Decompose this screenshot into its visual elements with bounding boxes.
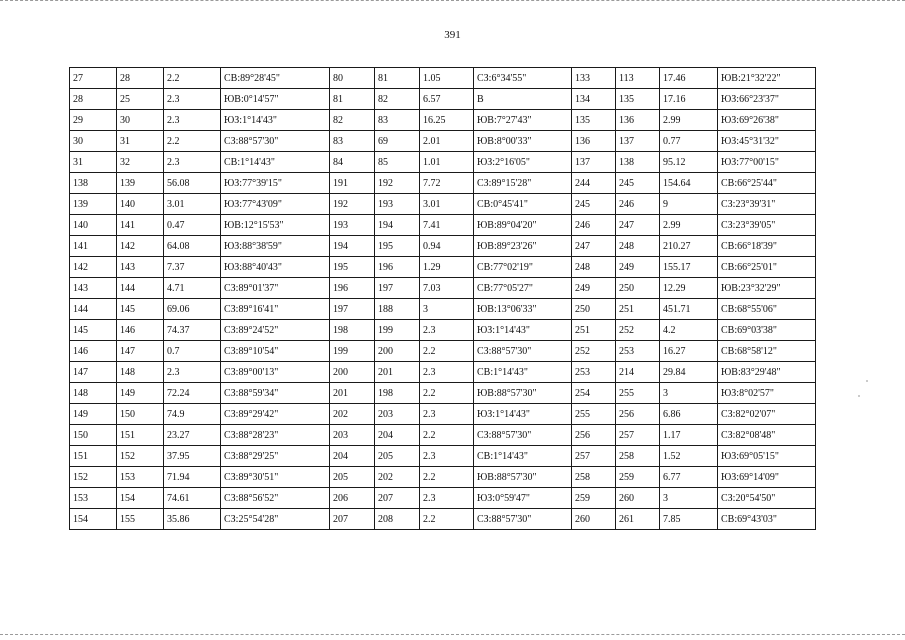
cell-to-point: 252 [616, 320, 660, 341]
cell-bearing: СВ:69°43'03" [718, 509, 816, 530]
cell-length: 3.01 [420, 194, 474, 215]
cell-bearing: СЗ:89°24'52" [221, 320, 330, 341]
cell-length: 2.3 [420, 404, 474, 425]
cell-to-point: 139 [117, 173, 164, 194]
cell-to-point: 195 [375, 236, 420, 257]
cell-bearing: СЗ:25°54'28" [221, 509, 330, 530]
cell-from-point: 28 [70, 89, 117, 110]
cell-from-point: 142 [70, 257, 117, 278]
cell-from-point: 193 [330, 215, 375, 236]
cell-length: 0.77 [660, 131, 718, 152]
cell-bearing: СЗ:20°54'50" [718, 488, 816, 509]
cell-from-point: 141 [70, 236, 117, 257]
cell-to-point: 255 [616, 383, 660, 404]
cell-length: 6.86 [660, 404, 718, 425]
cell-from-point: 147 [70, 362, 117, 383]
cell-length: 2.3 [164, 110, 221, 131]
cell-length: 7.85 [660, 509, 718, 530]
cell-from-point: 27 [70, 68, 117, 89]
cell-to-point: 200 [375, 341, 420, 362]
cell-length: 1.05 [420, 68, 474, 89]
cell-bearing: СЗ:89°10'54" [221, 341, 330, 362]
cell-length: 0.94 [420, 236, 474, 257]
cell-to-point: 25 [117, 89, 164, 110]
cell-length: 2.3 [420, 362, 474, 383]
cell-from-point: 136 [572, 131, 616, 152]
page-number: 391 [444, 29, 461, 41]
cell-to-point: 193 [375, 194, 420, 215]
cell-to-point: 198 [375, 383, 420, 404]
cell-from-point: 256 [572, 425, 616, 446]
cell-from-point: 134 [572, 89, 616, 110]
cell-length: 16.27 [660, 341, 718, 362]
cell-from-point: 146 [70, 341, 117, 362]
cell-bearing: ЮВ:12°15'53" [221, 215, 330, 236]
cell-from-point: 192 [330, 194, 375, 215]
cell-length: 2.3 [420, 446, 474, 467]
cell-length: 1.29 [420, 257, 474, 278]
cell-length: 1.01 [420, 152, 474, 173]
cell-to-point: 28 [117, 68, 164, 89]
cell-to-point: 32 [117, 152, 164, 173]
cell-length: 74.9 [164, 404, 221, 425]
cell-bearing: ЮВ:89°04'20" [474, 215, 572, 236]
cell-from-point: 81 [330, 89, 375, 110]
cell-bearing: В [474, 89, 572, 110]
cell-length: 74.37 [164, 320, 221, 341]
cell-to-point: 247 [616, 215, 660, 236]
cell-from-point: 149 [70, 404, 117, 425]
cell-bearing: СЗ:89°15'28" [474, 173, 572, 194]
cell-length: 0.47 [164, 215, 221, 236]
cell-bearing: СЗ:23°39'31" [718, 194, 816, 215]
page-top-edge [0, 0, 905, 4]
cell-from-point: 151 [70, 446, 117, 467]
cell-length: 6.57 [420, 89, 474, 110]
cell-to-point: 202 [375, 467, 420, 488]
cell-to-point: 253 [616, 341, 660, 362]
cell-length: 0.7 [164, 341, 221, 362]
cell-to-point: 152 [117, 446, 164, 467]
cell-to-point: 250 [616, 278, 660, 299]
cell-length: 2.3 [420, 488, 474, 509]
cell-bearing: ЮВ:13°06'33" [474, 299, 572, 320]
cell-length: 2.99 [660, 110, 718, 131]
cell-to-point: 142 [117, 236, 164, 257]
cell-from-point: 251 [572, 320, 616, 341]
cell-length: 2.2 [420, 383, 474, 404]
cell-to-point: 113 [616, 68, 660, 89]
cell-to-point: 204 [375, 425, 420, 446]
cell-bearing: ЮЗ:69°26'38" [718, 110, 816, 131]
cell-bearing: ЮВ:0°14'57" [221, 89, 330, 110]
cell-from-point: 152 [70, 467, 117, 488]
cell-to-point: 194 [375, 215, 420, 236]
cell-bearing: СВ:0°45'41" [474, 194, 572, 215]
table-row [70, 341, 816, 362]
cell-bearing: ЮЗ:1°14'43" [474, 320, 572, 341]
cell-length: 7.37 [164, 257, 221, 278]
cell-bearing: ЮЗ:1°14'43" [221, 110, 330, 131]
cell-to-point: 143 [117, 257, 164, 278]
cell-to-point: 260 [616, 488, 660, 509]
cell-to-point: 248 [616, 236, 660, 257]
cell-length: 2.01 [420, 131, 474, 152]
table-row [70, 383, 816, 404]
cell-to-point: 214 [616, 362, 660, 383]
cell-length: 2.3 [164, 152, 221, 173]
table-row [70, 320, 816, 341]
cell-from-point: 143 [70, 278, 117, 299]
cell-to-point: 188 [375, 299, 420, 320]
cell-from-point: 198 [330, 320, 375, 341]
cell-from-point: 259 [572, 488, 616, 509]
cell-bearing: СЗ:89°01'37" [221, 278, 330, 299]
cell-from-point: 245 [572, 194, 616, 215]
cell-length: 3 [420, 299, 474, 320]
cell-from-point: 253 [572, 362, 616, 383]
cell-bearing: СЗ:23°39'05" [718, 215, 816, 236]
cell-bearing: ЮВ:23°32'29" [718, 278, 816, 299]
cell-length: 2.2 [420, 425, 474, 446]
cell-bearing: СЗ:88°57'30" [474, 509, 572, 530]
cell-from-point: 195 [330, 257, 375, 278]
cell-length: 2.2 [420, 341, 474, 362]
cell-length: 29.84 [660, 362, 718, 383]
cell-bearing: ЮЗ:77°00'15" [718, 152, 816, 173]
cell-bearing: СВ:89°28'45" [221, 68, 330, 89]
cell-bearing: ЮЗ:88°38'59" [221, 236, 330, 257]
cell-from-point: 207 [330, 509, 375, 530]
cell-length: 56.08 [164, 173, 221, 194]
cell-bearing: СЗ:89°00'13" [221, 362, 330, 383]
cell-bearing: ЮВ:83°29'48" [718, 362, 816, 383]
cell-bearing: СЗ:82°02'07" [718, 404, 816, 425]
cell-from-point: 137 [572, 152, 616, 173]
cell-from-point: 197 [330, 299, 375, 320]
cell-length: 2.2 [420, 467, 474, 488]
cell-to-point: 85 [375, 152, 420, 173]
cell-bearing: ЮЗ:45°31'32" [718, 131, 816, 152]
cell-length: 35.86 [164, 509, 221, 530]
cell-bearing: СЗ:82°08'48" [718, 425, 816, 446]
cell-from-point: 84 [330, 152, 375, 173]
cell-to-point: 249 [616, 257, 660, 278]
cell-length: 2.3 [420, 320, 474, 341]
cell-length: 7.03 [420, 278, 474, 299]
cell-length: 16.25 [420, 110, 474, 131]
cell-bearing: СВ:69°03'38" [718, 320, 816, 341]
cell-from-point: 202 [330, 404, 375, 425]
table-row [70, 299, 816, 320]
cell-bearing: ЮЗ:8°02'57" [718, 383, 816, 404]
table-row [70, 467, 816, 488]
cell-to-point: 31 [117, 131, 164, 152]
cell-from-point: 200 [330, 362, 375, 383]
cell-length: 7.72 [420, 173, 474, 194]
cell-to-point: 135 [616, 89, 660, 110]
cell-to-point: 199 [375, 320, 420, 341]
table-row [70, 488, 816, 509]
cell-bearing: СВ:1°14'43" [221, 152, 330, 173]
cell-length: 155.17 [660, 257, 718, 278]
cell-to-point: 201 [375, 362, 420, 383]
cell-from-point: 249 [572, 278, 616, 299]
cell-to-point: 151 [117, 425, 164, 446]
survey-table [69, 67, 816, 530]
cell-to-point: 207 [375, 488, 420, 509]
cell-to-point: 69 [375, 131, 420, 152]
cell-bearing: ЮЗ:77°43'09" [221, 194, 330, 215]
cell-bearing: СЗ:88°59'34" [221, 383, 330, 404]
cell-bearing: ЮЗ:77°39'15" [221, 173, 330, 194]
cell-bearing: СЗ:88°28'23" [221, 425, 330, 446]
cell-from-point: 29 [70, 110, 117, 131]
cell-bearing: СЗ:88°56'52" [221, 488, 330, 509]
cell-to-point: 144 [117, 278, 164, 299]
cell-length: 4.2 [660, 320, 718, 341]
table-row [70, 215, 816, 236]
cell-length: 2.3 [164, 362, 221, 383]
cell-bearing: ЮВ:21°32'22" [718, 68, 816, 89]
cell-from-point: 194 [330, 236, 375, 257]
cell-bearing: ЮВ:7°27'43" [474, 110, 572, 131]
cell-length: 4.71 [164, 278, 221, 299]
cell-length: 154.64 [660, 173, 718, 194]
cell-length: 69.06 [164, 299, 221, 320]
cell-from-point: 248 [572, 257, 616, 278]
table-row [70, 131, 816, 152]
table-row [70, 110, 816, 131]
cell-bearing: СЗ:89°30'51" [221, 467, 330, 488]
cell-bearing: СВ:66°25'44" [718, 173, 816, 194]
cell-from-point: 246 [572, 215, 616, 236]
cell-to-point: 197 [375, 278, 420, 299]
cell-to-point: 140 [117, 194, 164, 215]
cell-length: 451.71 [660, 299, 718, 320]
cell-length: 12.29 [660, 278, 718, 299]
cell-bearing: СВ:66°18'39" [718, 236, 816, 257]
cell-to-point: 155 [117, 509, 164, 530]
cell-to-point: 196 [375, 257, 420, 278]
cell-length: 1.17 [660, 425, 718, 446]
cell-to-point: 208 [375, 509, 420, 530]
cell-length: 71.94 [164, 467, 221, 488]
cell-from-point: 203 [330, 425, 375, 446]
cell-bearing: ЮЗ:69°05'15" [718, 446, 816, 467]
cell-bearing: СЗ:88°57'30" [474, 341, 572, 362]
cell-bearing: СВ:1°14'43" [474, 446, 572, 467]
table-row [70, 509, 816, 530]
cell-bearing: ЮЗ:66°23'37" [718, 89, 816, 110]
cell-length: 3 [660, 488, 718, 509]
cell-to-point: 261 [616, 509, 660, 530]
cell-to-point: 205 [375, 446, 420, 467]
cell-length: 9 [660, 194, 718, 215]
cell-bearing: СЗ:6°34'55" [474, 68, 572, 89]
cell-from-point: 138 [70, 173, 117, 194]
cell-from-point: 196 [330, 278, 375, 299]
cell-from-point: 83 [330, 131, 375, 152]
cell-from-point: 254 [572, 383, 616, 404]
page-bottom-edge [0, 634, 905, 638]
cell-from-point: 204 [330, 446, 375, 467]
cell-from-point: 153 [70, 488, 117, 509]
table-row [70, 173, 816, 194]
cell-bearing: ЮЗ:88°40'43" [221, 257, 330, 278]
cell-length: 2.2 [164, 68, 221, 89]
cell-to-point: 256 [616, 404, 660, 425]
cell-bearing: СЗ:88°57'30" [221, 131, 330, 152]
table-row [70, 278, 816, 299]
cell-to-point: 150 [117, 404, 164, 425]
cell-to-point: 30 [117, 110, 164, 131]
cell-from-point: 30 [70, 131, 117, 152]
cell-to-point: 136 [616, 110, 660, 131]
cell-from-point: 144 [70, 299, 117, 320]
cell-from-point: 199 [330, 341, 375, 362]
cell-from-point: 82 [330, 110, 375, 131]
cell-to-point: 147 [117, 341, 164, 362]
survey-table-body [70, 68, 816, 530]
table-row [70, 257, 816, 278]
cell-bearing: ЮВ:88°57'30" [474, 383, 572, 404]
cell-from-point: 148 [70, 383, 117, 404]
cell-from-point: 201 [330, 383, 375, 404]
cell-from-point: 191 [330, 173, 375, 194]
cell-from-point: 133 [572, 68, 616, 89]
cell-length: 6.77 [660, 467, 718, 488]
cell-to-point: 82 [375, 89, 420, 110]
cell-to-point: 203 [375, 404, 420, 425]
cell-from-point: 206 [330, 488, 375, 509]
cell-from-point: 250 [572, 299, 616, 320]
scan-speck [866, 380, 868, 382]
cell-bearing: ЮЗ:69°14'09" [718, 467, 816, 488]
cell-from-point: 154 [70, 509, 117, 530]
cell-length: 7.41 [420, 215, 474, 236]
cell-to-point: 148 [117, 362, 164, 383]
cell-bearing: СВ:68°55'06" [718, 299, 816, 320]
cell-to-point: 83 [375, 110, 420, 131]
cell-bearing: ЮВ:8°00'33" [474, 131, 572, 152]
table-row [70, 89, 816, 110]
cell-bearing: СВ:77°02'19" [474, 257, 572, 278]
cell-from-point: 150 [70, 425, 117, 446]
table-row [70, 152, 816, 173]
cell-bearing: ЮЗ:2°16'05" [474, 152, 572, 173]
cell-from-point: 205 [330, 467, 375, 488]
cell-from-point: 257 [572, 446, 616, 467]
cell-from-point: 244 [572, 173, 616, 194]
cell-bearing: СЗ:88°57'30" [474, 425, 572, 446]
table-row [70, 404, 816, 425]
cell-bearing: ЮЗ:1°14'43" [474, 404, 572, 425]
cell-bearing: СВ:66°25'01" [718, 257, 816, 278]
cell-length: 3.01 [164, 194, 221, 215]
cell-bearing: СВ:1°14'43" [474, 362, 572, 383]
cell-to-point: 149 [117, 383, 164, 404]
cell-length: 2.2 [164, 131, 221, 152]
cell-length: 95.12 [660, 152, 718, 173]
cell-to-point: 258 [616, 446, 660, 467]
cell-bearing: СЗ:88°29'25" [221, 446, 330, 467]
cell-length: 2.2 [420, 509, 474, 530]
cell-from-point: 140 [70, 215, 117, 236]
cell-length: 72.24 [164, 383, 221, 404]
cell-length: 37.95 [164, 446, 221, 467]
cell-to-point: 259 [616, 467, 660, 488]
cell-length: 74.61 [164, 488, 221, 509]
cell-to-point: 141 [117, 215, 164, 236]
cell-from-point: 145 [70, 320, 117, 341]
cell-from-point: 252 [572, 341, 616, 362]
cell-length: 64.08 [164, 236, 221, 257]
cell-length: 23.27 [164, 425, 221, 446]
cell-to-point: 251 [616, 299, 660, 320]
table-row [70, 236, 816, 257]
cell-length: 17.46 [660, 68, 718, 89]
cell-bearing: СЗ:89°29'42" [221, 404, 330, 425]
cell-length: 1.52 [660, 446, 718, 467]
table-row [70, 425, 816, 446]
cell-length: 3 [660, 383, 718, 404]
cell-bearing: ЮВ:89°23'26" [474, 236, 572, 257]
cell-bearing: ЮЗ:0°59'47" [474, 488, 572, 509]
cell-length: 2.3 [164, 89, 221, 110]
cell-to-point: 154 [117, 488, 164, 509]
cell-from-point: 260 [572, 509, 616, 530]
table-row [70, 194, 816, 215]
cell-from-point: 135 [572, 110, 616, 131]
cell-to-point: 137 [616, 131, 660, 152]
cell-from-point: 80 [330, 68, 375, 89]
cell-to-point: 81 [375, 68, 420, 89]
cell-to-point: 246 [616, 194, 660, 215]
cell-from-point: 31 [70, 152, 117, 173]
cell-from-point: 255 [572, 404, 616, 425]
cell-to-point: 245 [616, 173, 660, 194]
table-row [70, 446, 816, 467]
cell-to-point: 192 [375, 173, 420, 194]
cell-from-point: 247 [572, 236, 616, 257]
cell-to-point: 145 [117, 299, 164, 320]
cell-bearing: СВ:77°05'27" [474, 278, 572, 299]
cell-from-point: 139 [70, 194, 117, 215]
cell-to-point: 146 [117, 320, 164, 341]
cell-bearing: СЗ:89°16'41" [221, 299, 330, 320]
table-row [70, 68, 816, 89]
cell-length: 2.99 [660, 215, 718, 236]
cell-bearing: СВ:68°58'12" [718, 341, 816, 362]
table-row [70, 362, 816, 383]
cell-length: 17.16 [660, 89, 718, 110]
cell-from-point: 258 [572, 467, 616, 488]
cell-to-point: 153 [117, 467, 164, 488]
cell-bearing: ЮВ:88°57'30" [474, 467, 572, 488]
scan-speck [858, 395, 860, 397]
cell-to-point: 138 [616, 152, 660, 173]
cell-to-point: 257 [616, 425, 660, 446]
cell-length: 210.27 [660, 236, 718, 257]
